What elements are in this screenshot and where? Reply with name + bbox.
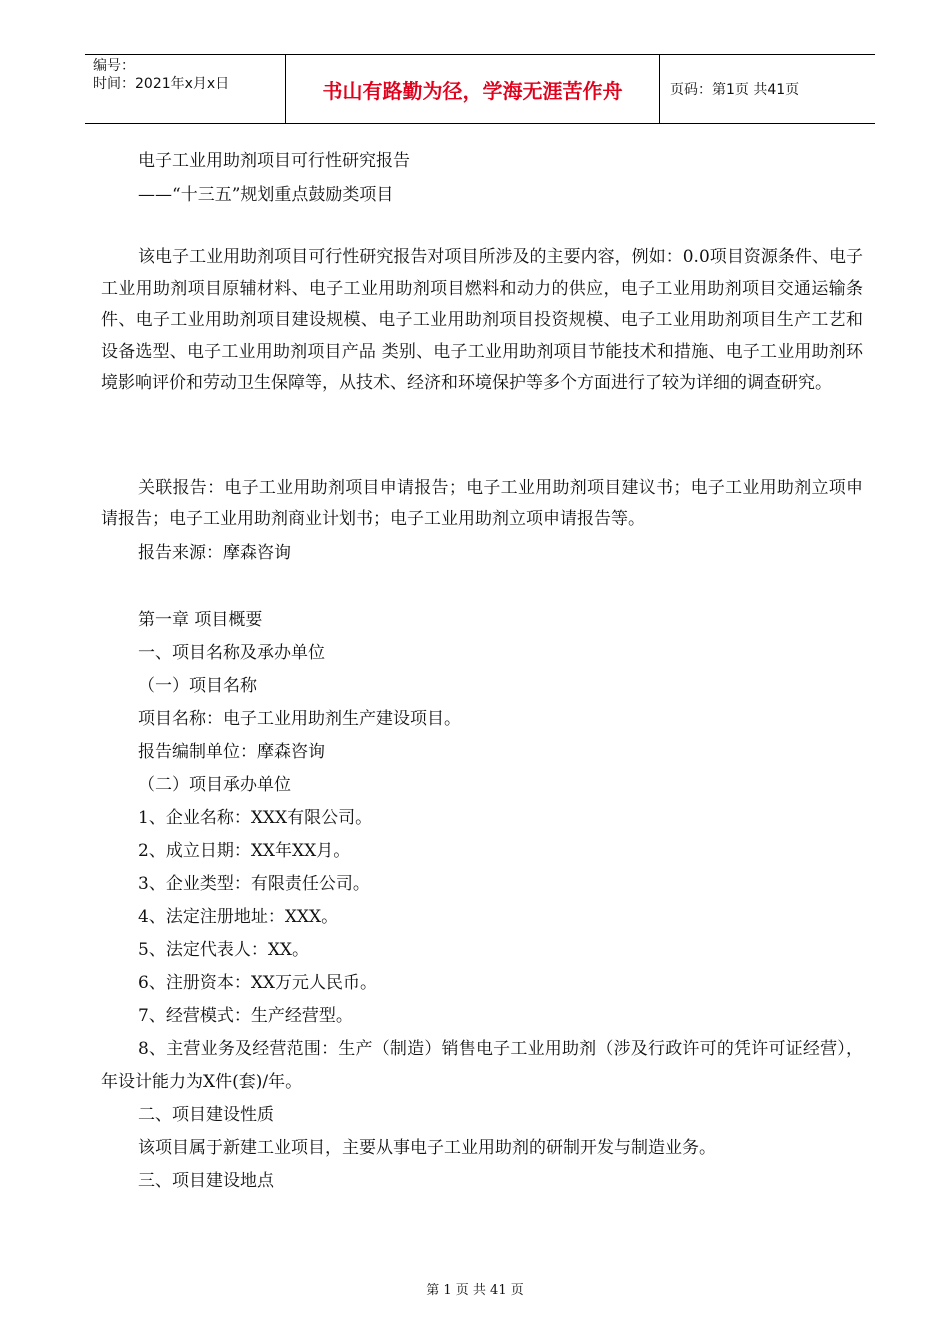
section-heading: 二、项目建设性质 xyxy=(138,1105,274,1125)
list-item: 7、经营模式：生产经营型。 xyxy=(138,1006,353,1026)
section-heading: 三、项目建设地点 xyxy=(138,1171,274,1191)
report-title: 电子工业用助剂项目可行性研究报告 xyxy=(138,151,410,171)
header-meta xyxy=(93,57,283,93)
list-item: 6、注册资本：XX万元人民币。 xyxy=(138,973,378,993)
page-footer: 第 1 页 共 41 页 xyxy=(426,1283,524,1298)
intro-paragraph: 该电子工业用助剂项目可行性研究报告对项目所涉及的主要内容，例如：0.0项目资源条件、电子工业用助剂项目原辅材料、电子工业用助剂项目燃料和动力的供应，电子工业用助剂项目交通运输条件、电子工业用助剂项目建设规模、电子工业用助剂项目投资规模、电子工业用助剂项目生产工艺和设备选型、电子工业用助剂项目产品 类别、电子工业用助剂项目节能技术和措施、电子工业用助剂环境影响评价和劳动卫生保障等，从技术、经济和环境保护等多个方面进行了较为详细的调查研究。 xyxy=(101,247,863,394)
list-item: 8、主营业务及经营范围：生产（制造）销售电子工业用助剂（涉及行政许可的凭许可证经营），年设计能力为X件(套)/年。 xyxy=(101,1039,863,1092)
list-item: 5、法定代表人：XX。 xyxy=(138,940,310,960)
subsection-heading: （一）项目名称 xyxy=(138,676,257,696)
list-item: 1、企业名称：XXX有限公司。 xyxy=(138,808,373,828)
chapter-title: 第一章 项目概要 xyxy=(138,610,263,630)
chapter-outline xyxy=(101,604,863,1198)
compiler-line: 报告编制单位：摩森咨询 xyxy=(138,742,325,762)
list-item: 3、企业类型：有限责任公司。 xyxy=(138,874,370,894)
header-motto: 书山有路勤为径，学海无涯苦作舟 xyxy=(322,78,623,103)
header-number-label: 编号： xyxy=(93,58,135,74)
section-heading: 一、项目名称及承办单位 xyxy=(138,643,325,663)
section-text: 该项目属于新建工业项目，主要从事电子工业用助剂的研制开发与制造业务。 xyxy=(138,1138,716,1158)
list-item: 4、法定注册地址：XXX。 xyxy=(138,907,339,927)
header-divider-right xyxy=(659,55,660,123)
report-subtitle: ——“十三五”规划重点鼓励类项目 xyxy=(138,185,394,205)
subsection-heading: （二）项目承办单位 xyxy=(138,775,291,795)
project-name-line: 项目名称：电子工业用助剂生产建设项目。 xyxy=(138,709,461,729)
header-page-info: 页码：第1页 共41页 xyxy=(670,82,800,98)
page-header xyxy=(85,54,875,124)
list-item: 2、成立日期：XX年XX月。 xyxy=(138,841,351,861)
report-source: 报告来源：摩森咨询 xyxy=(138,543,291,563)
header-time-label: 时间：2021年x月x日 xyxy=(93,76,230,92)
related-reports-paragraph: 关联报告：电子工业用助剂项目申请报告；电子工业用助剂项目建议书；电子工业用助剂立项申请报告；电子工业用助剂商业计划书；电子工业用助剂立项申请报告等。 xyxy=(101,478,863,529)
